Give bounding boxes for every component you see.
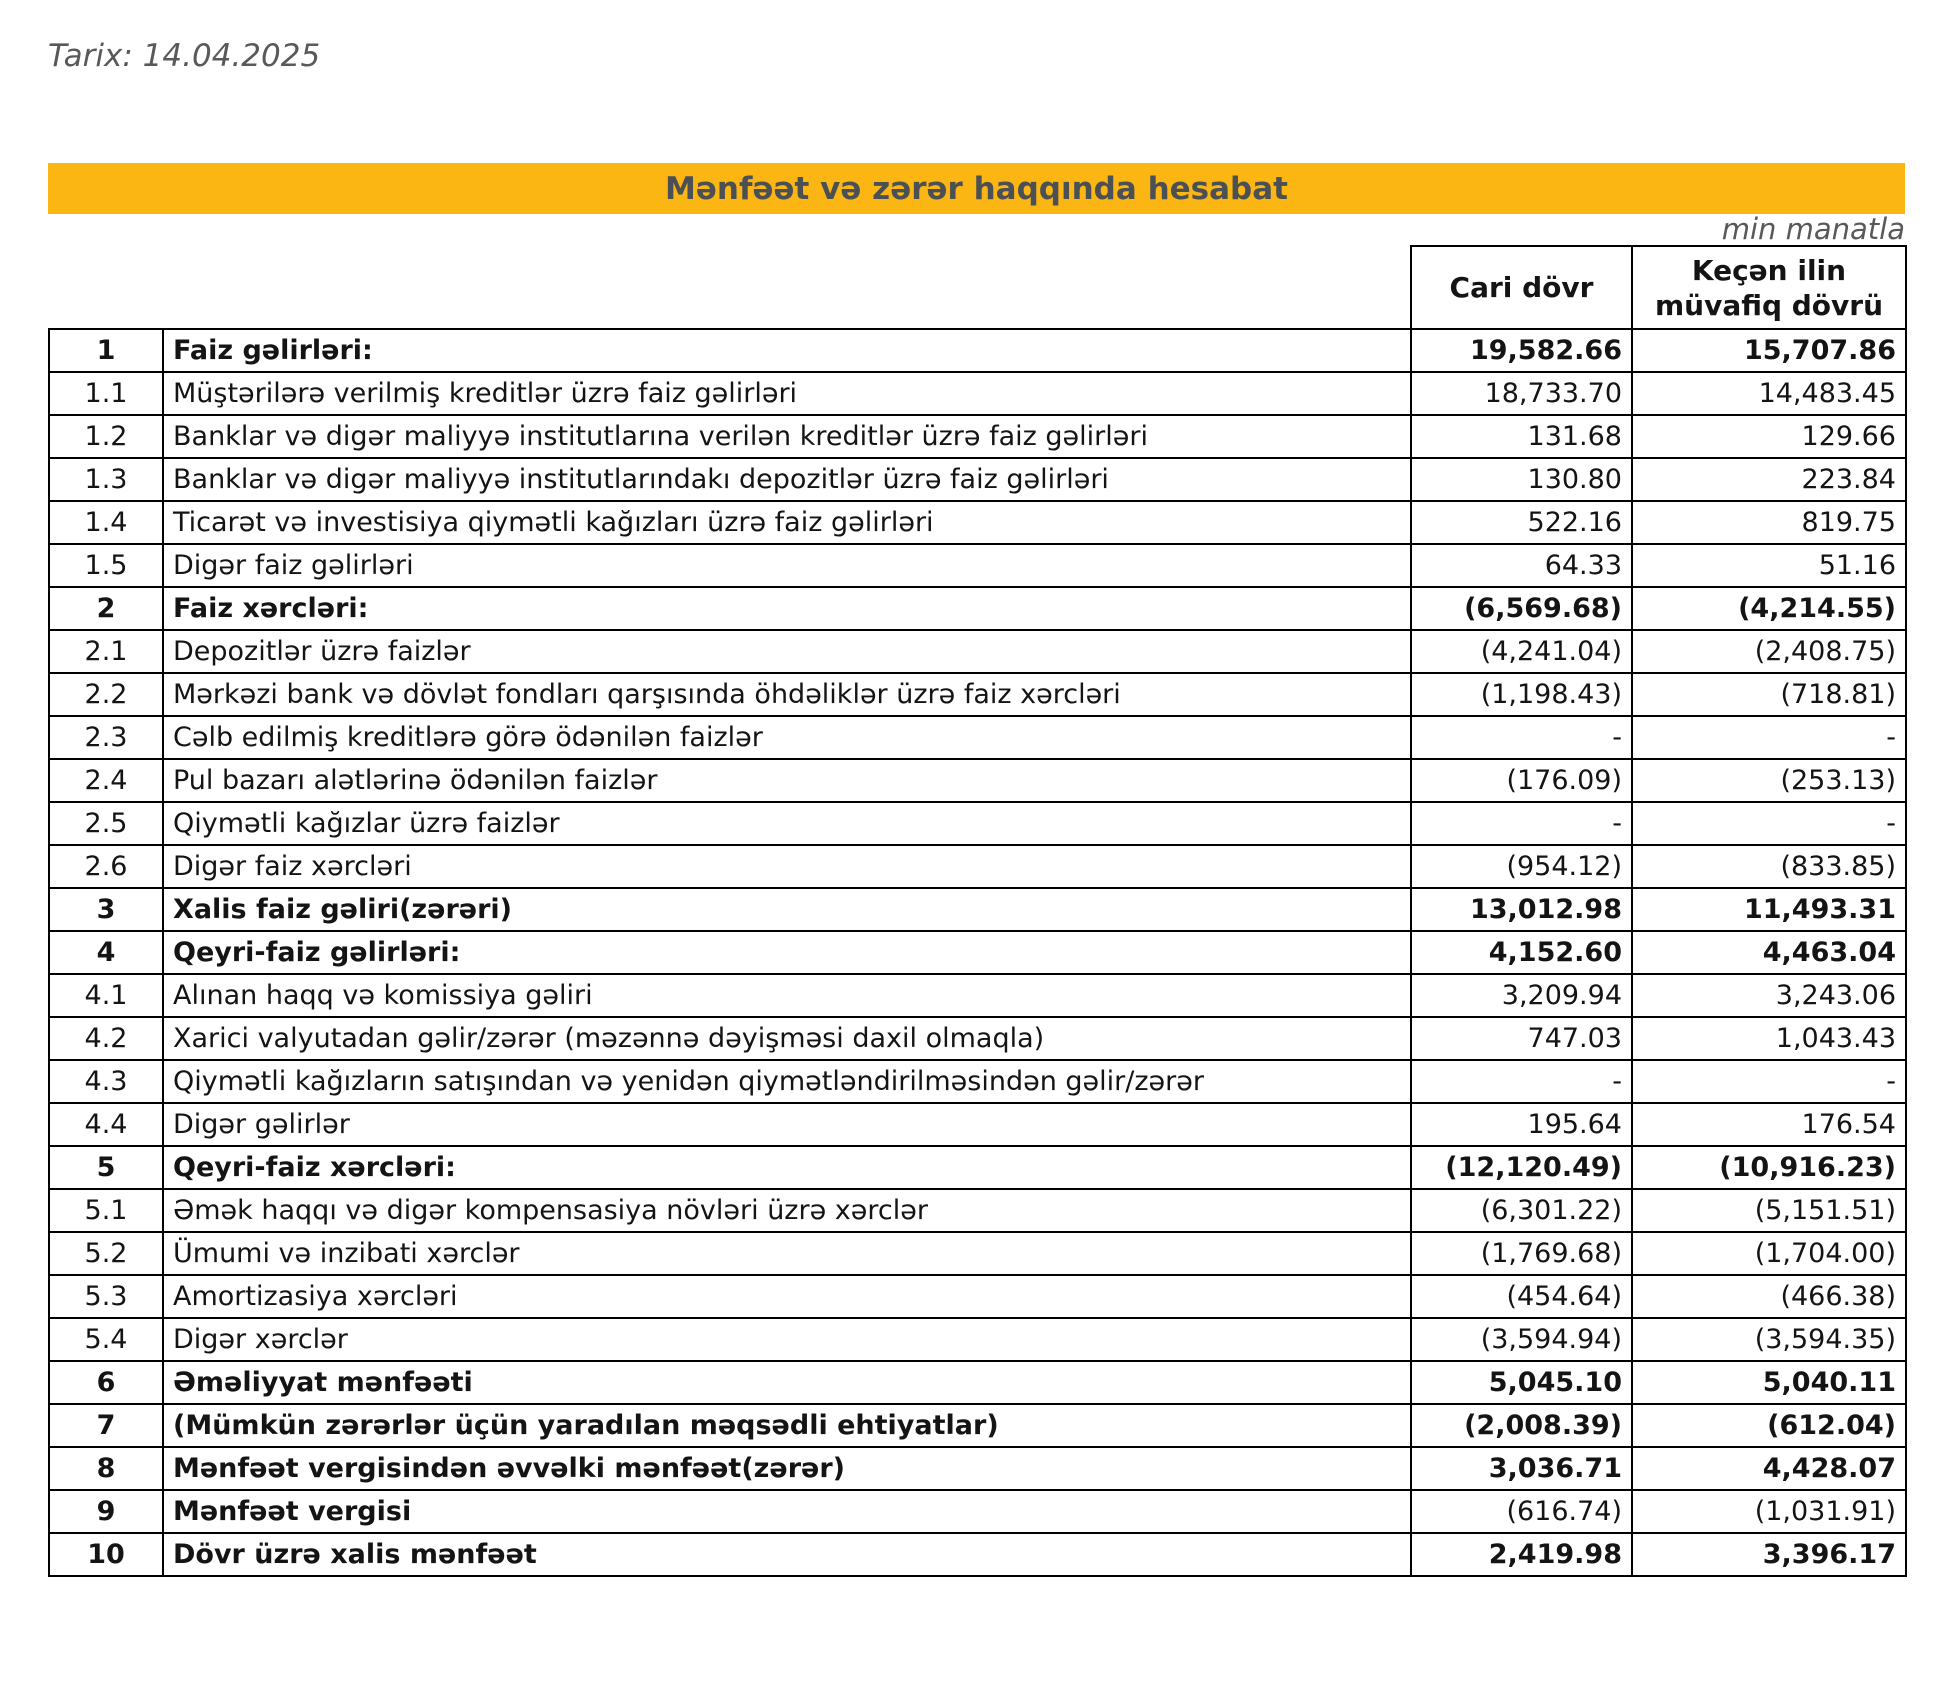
row-value-current: 18,733.70	[1411, 372, 1632, 415]
row-value-previous: 223.84	[1632, 458, 1906, 501]
row-value-previous: 5,040.11	[1632, 1361, 1906, 1404]
header-spacer	[49, 246, 1411, 329]
row-value-previous: -	[1632, 802, 1906, 845]
table-row	[49, 1447, 1906, 1490]
row-value-previous: (1,031.91)	[1632, 1490, 1906, 1533]
row-value-previous: (718.81)	[1632, 673, 1906, 716]
row-value-current: 747.03	[1411, 1017, 1632, 1060]
report-title: Mənfəət və zərər haqqında hesabat	[665, 170, 1288, 207]
row-label: Digər faiz gəlirləri	[163, 544, 1411, 587]
row-label: Digər xərclər	[163, 1318, 1411, 1361]
row-label: Digər faiz xərcləri	[163, 845, 1411, 888]
row-label: Banklar və digər maliyyə institutlarına verilən kreditlər üzrə faiz gəlirləri	[163, 415, 1411, 458]
row-value-previous: (4,214.55)	[1632, 587, 1906, 630]
column-header-previous: Keçən ilin müvafiq dövrü	[1632, 246, 1906, 329]
row-number: 1.3	[49, 458, 163, 501]
table-row	[49, 1361, 1906, 1404]
row-value-previous: -	[1632, 1060, 1906, 1103]
row-number: 4	[49, 931, 163, 974]
row-value-previous: (3,594.35)	[1632, 1318, 1906, 1361]
column-header-current: Cari dövr	[1411, 246, 1632, 329]
table-row	[49, 931, 1906, 974]
table-row	[49, 974, 1906, 1017]
table-header-row	[49, 246, 1906, 329]
row-number: 2.3	[49, 716, 163, 759]
row-label: Alınan haqq və komissiya gəliri	[163, 974, 1411, 1017]
row-number: 1.4	[49, 501, 163, 544]
row-label: Banklar və digər maliyyə institutlarındakı depozitlər üzrə faiz gəlirləri	[163, 458, 1411, 501]
row-value-previous: (10,916.23)	[1632, 1146, 1906, 1189]
row-value-previous: (1,704.00)	[1632, 1232, 1906, 1275]
row-value-previous: 3,396.17	[1632, 1533, 1906, 1576]
table-row	[49, 372, 1906, 415]
row-number: 2.5	[49, 802, 163, 845]
row-value-current: (12,120.49)	[1411, 1146, 1632, 1189]
row-label: Qeyri-faiz gəlirləri:	[163, 931, 1411, 974]
row-value-current: 3,209.94	[1411, 974, 1632, 1017]
row-value-previous: (466.38)	[1632, 1275, 1906, 1318]
table-row	[49, 501, 1906, 544]
unit-note: min manatla	[1721, 212, 1905, 246]
table-row	[49, 1232, 1906, 1275]
row-value-previous: 4,463.04	[1632, 931, 1906, 974]
table-row	[49, 845, 1906, 888]
row-value-current: (1,769.68)	[1411, 1232, 1632, 1275]
table-row	[49, 1060, 1906, 1103]
row-number: 1.2	[49, 415, 163, 458]
row-number: 2.6	[49, 845, 163, 888]
table-row	[49, 1189, 1906, 1232]
row-label: Cəlb edilmiş kreditlərə görə ödənilən faizlər	[163, 716, 1411, 759]
table-row	[49, 1490, 1906, 1533]
row-label: Qeyri-faiz xərcləri:	[163, 1146, 1411, 1189]
row-value-current: -	[1411, 716, 1632, 759]
table-row	[49, 544, 1906, 587]
row-value-current: (954.12)	[1411, 845, 1632, 888]
row-value-previous: (5,151.51)	[1632, 1189, 1906, 1232]
row-label: Mərkəzi bank və dövlət fondları qarşısında öhdəliklər üzrə faiz xərcləri	[163, 673, 1411, 716]
table-row	[49, 587, 1906, 630]
table-row	[49, 630, 1906, 673]
row-value-current: 19,582.66	[1411, 329, 1632, 372]
row-number: 5.1	[49, 1189, 163, 1232]
row-label: Mənfəət vergisi	[163, 1490, 1411, 1533]
row-label: Digər gəlirlər	[163, 1103, 1411, 1146]
row-label: Əmək haqqı və digər kompensasiya növləri üzrə xərclər	[163, 1189, 1411, 1232]
table-row	[49, 888, 1906, 931]
row-label: Qiymətli kağızlar üzrə faizlər	[163, 802, 1411, 845]
row-value-current: (176.09)	[1411, 759, 1632, 802]
row-label: Amortizasiya xərcləri	[163, 1275, 1411, 1318]
row-value-current: (454.64)	[1411, 1275, 1632, 1318]
row-value-previous: 4,428.07	[1632, 1447, 1906, 1490]
row-number: 2	[49, 587, 163, 630]
row-value-previous: 14,483.45	[1632, 372, 1906, 415]
row-value-previous: (612.04)	[1632, 1404, 1906, 1447]
row-number: 1	[49, 329, 163, 372]
row-value-current: 13,012.98	[1411, 888, 1632, 931]
pnl-table	[48, 245, 1907, 1577]
row-value-previous: 11,493.31	[1632, 888, 1906, 931]
report-title-bar	[48, 163, 1905, 214]
row-number: 3	[49, 888, 163, 931]
row-number: 6	[49, 1361, 163, 1404]
row-value-previous: -	[1632, 716, 1906, 759]
row-number: 2.1	[49, 630, 163, 673]
row-number: 5	[49, 1146, 163, 1189]
report-date: Tarix: 14.04.2025	[48, 38, 321, 74]
table-row	[49, 1017, 1906, 1060]
table-row	[49, 1103, 1906, 1146]
row-number: 5.3	[49, 1275, 163, 1318]
row-number: 2.2	[49, 673, 163, 716]
row-label: Ticarət və investisiya qiymətli kağızları üzrə faiz gəlirləri	[163, 501, 1411, 544]
row-label: Depozitlər üzrə faizlər	[163, 630, 1411, 673]
row-value-previous: 15,707.86	[1632, 329, 1906, 372]
row-value-previous: (253.13)	[1632, 759, 1906, 802]
row-number: 5.2	[49, 1232, 163, 1275]
row-value-current: (616.74)	[1411, 1490, 1632, 1533]
row-value-current: (6,301.22)	[1411, 1189, 1632, 1232]
row-value-current: 5,045.10	[1411, 1361, 1632, 1404]
row-value-previous: 1,043.43	[1632, 1017, 1906, 1060]
row-value-current: 64.33	[1411, 544, 1632, 587]
row-value-current: 2,419.98	[1411, 1533, 1632, 1576]
row-number: 9	[49, 1490, 163, 1533]
row-number: 1.1	[49, 372, 163, 415]
row-value-current: -	[1411, 1060, 1632, 1103]
row-number: 4.2	[49, 1017, 163, 1060]
table-row	[49, 329, 1906, 372]
row-value-current: 130.80	[1411, 458, 1632, 501]
row-label: Müştərilərə verilmiş kreditlər üzrə faiz gəlirləri	[163, 372, 1411, 415]
row-label: Qiymətli kağızların satışından və yenidən qiymətləndirilməsindən gəlir/zərər	[163, 1060, 1411, 1103]
row-value-current: -	[1411, 802, 1632, 845]
row-value-previous: 176.54	[1632, 1103, 1906, 1146]
row-number: 1.5	[49, 544, 163, 587]
row-label: Dövr üzrə xalis mənfəət	[163, 1533, 1411, 1576]
row-value-previous: 3,243.06	[1632, 974, 1906, 1017]
row-label: Faiz xərcləri:	[163, 587, 1411, 630]
row-value-previous: 129.66	[1632, 415, 1906, 458]
row-number: 5.4	[49, 1318, 163, 1361]
row-value-current: 522.16	[1411, 501, 1632, 544]
row-number: 2.4	[49, 759, 163, 802]
row-label: Mənfəət vergisindən əvvəlki mənfəət(zərər)	[163, 1447, 1411, 1490]
row-label: Xarici valyutadan gəlir/zərər (məzənnə dəyişməsi daxil olmaqla)	[163, 1017, 1411, 1060]
table-row	[49, 802, 1906, 845]
row-number: 7	[49, 1404, 163, 1447]
row-value-current: 195.64	[1411, 1103, 1632, 1146]
row-value-current: (6,569.68)	[1411, 587, 1632, 630]
row-number: 4.3	[49, 1060, 163, 1103]
row-number: 4.4	[49, 1103, 163, 1146]
table-row	[49, 716, 1906, 759]
row-value-current: (4,241.04)	[1411, 630, 1632, 673]
table-body	[49, 329, 1906, 1576]
table-row	[49, 1275, 1906, 1318]
table-row	[49, 415, 1906, 458]
row-value-previous: (833.85)	[1632, 845, 1906, 888]
row-number: 4.1	[49, 974, 163, 1017]
table-row	[49, 1404, 1906, 1447]
table-row	[49, 759, 1906, 802]
row-value-current: (2,008.39)	[1411, 1404, 1632, 1447]
row-value-current: 3,036.71	[1411, 1447, 1632, 1490]
row-value-previous: (2,408.75)	[1632, 630, 1906, 673]
table-row	[49, 673, 1906, 716]
table-row	[49, 1533, 1906, 1576]
row-label: Faiz gəlirləri:	[163, 329, 1411, 372]
row-value-current: 4,152.60	[1411, 931, 1632, 974]
row-label: Ümumi və inzibati xərclər	[163, 1232, 1411, 1275]
row-label: (Mümkün zərərlər üçün yaradılan məqsədli ehtiyatlar)	[163, 1404, 1411, 1447]
row-value-previous: 51.16	[1632, 544, 1906, 587]
row-number: 8	[49, 1447, 163, 1490]
row-value-current: 131.68	[1411, 415, 1632, 458]
table-row	[49, 1146, 1906, 1189]
row-number: 10	[49, 1533, 163, 1576]
row-value-current: (1,198.43)	[1411, 673, 1632, 716]
row-value-current: (3,594.94)	[1411, 1318, 1632, 1361]
table-row	[49, 1318, 1906, 1361]
row-value-previous: 819.75	[1632, 501, 1906, 544]
row-label: Xalis faiz gəliri(zərəri)	[163, 888, 1411, 931]
table-row	[49, 458, 1906, 501]
row-label: Əməliyyat mənfəəti	[163, 1361, 1411, 1404]
row-label: Pul bazarı alətlərinə ödənilən faizlər	[163, 759, 1411, 802]
